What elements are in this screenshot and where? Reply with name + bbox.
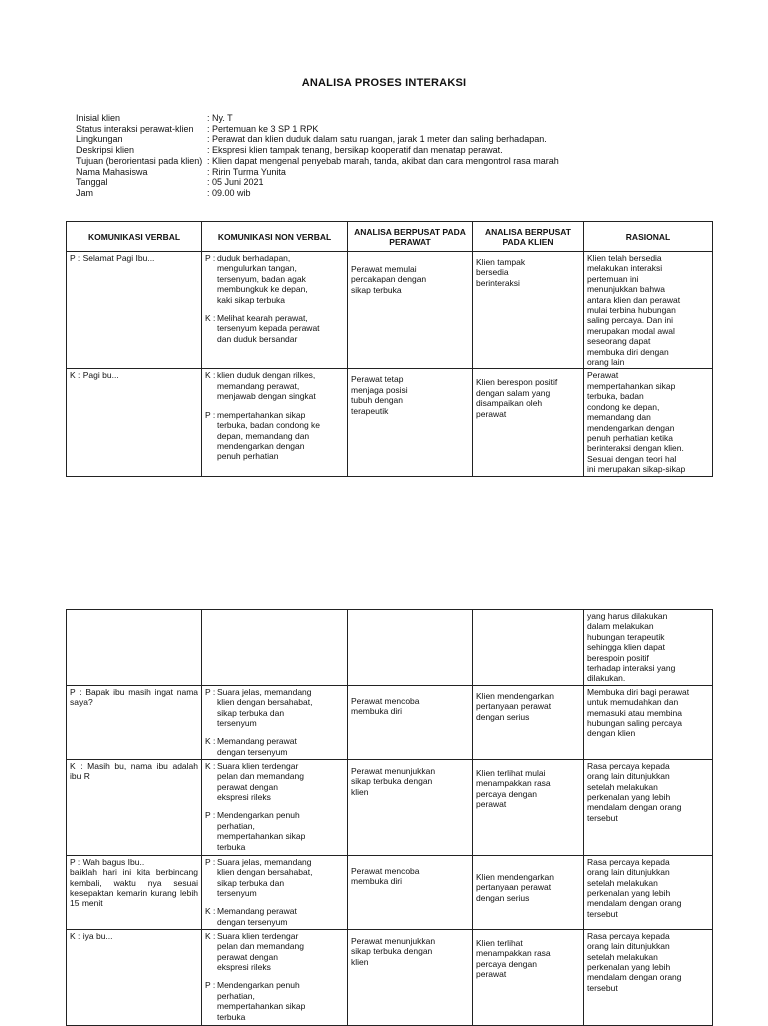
cell-rasional: Klien telah bersedia melakukan interaksi pertemuan ini menunjukkan bahwa antara klien dan perawat mulai terbina hubungan saling percaya. Dan ini merupakan modal awal seseorang dapat membuka diri dengan orang lain bbox=[584, 252, 713, 369]
info-row bbox=[76, 188, 559, 199]
cell-nonverbal bbox=[202, 369, 348, 476]
cell-analisa-perawat bbox=[348, 610, 473, 686]
cell-rasional: yang harus dilakukan dalam melakukan hubungan terapeutik sehingga klien dapat berespoin positif terhadap interaksi yang dilakukan. bbox=[584, 610, 713, 686]
info-row bbox=[76, 134, 559, 145]
table-header-row bbox=[67, 222, 713, 252]
speaker-label: P : bbox=[205, 980, 216, 991]
cell-rasional: Rasa percaya kepada orang lain ditunjukkan setelah melakukan perkenalan yang lebih mendalam dengan orang tersebut bbox=[584, 759, 713, 855]
speaker-label: P : bbox=[205, 686, 216, 697]
cell-nonverbal bbox=[202, 929, 348, 1025]
cell-verbal: K : Pagi bu... bbox=[67, 369, 202, 476]
table-row bbox=[67, 369, 713, 476]
nonverbal-text: Memandang perawat dengan tersenyum bbox=[217, 906, 297, 927]
info-value: : 05 Juni 2021 bbox=[207, 177, 264, 188]
speaker-label: K : bbox=[205, 906, 216, 917]
info-label: Status interaksi perawat-klien bbox=[76, 123, 194, 134]
cell-analisa-klien: Klien berespon positif dengan salam yang disampaikan oleh perawat bbox=[473, 369, 584, 476]
info-row bbox=[76, 156, 559, 167]
nonverbal-text: mempertahankan sikap terbuka, badan condong ke depan, memandang dan mendengarkan dengan penuh perhatian bbox=[217, 409, 321, 462]
document-title: ANALISA PROSES INTERAKSI bbox=[301, 77, 467, 89]
nonverbal-text: Suara jelas, memandang klien dengan bersahabat, sikap terbuka dan tersenyum bbox=[217, 686, 313, 729]
speaker-label: P : bbox=[205, 253, 216, 263]
cell-verbal: P : Bapak ibu masih ingat nama saya? bbox=[67, 685, 202, 759]
table-row bbox=[67, 252, 713, 369]
nonverbal-text: Suara klien terdengar pelan dan memandang perawat dengan ekspresi rileks bbox=[217, 930, 304, 973]
cell-analisa-perawat: Perawat mencoba membuka diri bbox=[348, 685, 473, 759]
nonverbal-text: Mendengarkan penuh perhatian, mempertahankan sikap terbuka bbox=[217, 810, 306, 852]
info-label: Nama Mahasiswa bbox=[76, 166, 148, 177]
cell-verbal: P : Selamat Pagi Ibu... bbox=[67, 252, 202, 369]
cell-analisa-klien: Klien terlihat menampakkan rasa percaya dengan perawat bbox=[473, 929, 584, 1025]
info-label: Tujuan (berorientasi pada klien) bbox=[76, 155, 203, 166]
header-rasional: RASIONAL bbox=[584, 222, 713, 252]
speaker-label: P : bbox=[205, 409, 216, 420]
info-label: Tanggal bbox=[76, 177, 108, 188]
header-nonverbal: KOMUNIKASI NON VERBAL bbox=[202, 222, 348, 252]
speaker-label: K : bbox=[205, 760, 216, 771]
cell-nonverbal bbox=[202, 855, 348, 929]
cell-verbal: K : iya bu... bbox=[67, 929, 202, 1025]
info-label: Inisial klien bbox=[76, 113, 121, 123]
info-value: : Pertemuan ke 3 SP 1 RPK bbox=[207, 123, 319, 134]
cell-nonverbal bbox=[202, 610, 348, 686]
info-label: Deskripsi klien bbox=[76, 145, 135, 156]
cell-nonverbal bbox=[202, 252, 348, 369]
cell-rasional: Rasa percaya kepada orang lain ditunjukkan setelah melakukan perkenalan yang lebih mendalam dengan orang tersebut bbox=[584, 855, 713, 929]
info-value: : Perawat dan klien duduk dalam satu ruangan, jarak 1 meter dan saling berhadapan. bbox=[207, 134, 547, 145]
info-value: : Ekspresi klien tampak tenang, bersikap kooperatif dan menatap perawat. bbox=[207, 145, 503, 156]
info-value: : Ririn Turma Yunita bbox=[207, 166, 286, 177]
info-row bbox=[76, 177, 559, 188]
speaker-label: P : bbox=[205, 856, 216, 867]
info-value: : Ny. T bbox=[207, 113, 233, 123]
nonverbal-text: Mendengarkan penuh perhatian, mempertahankan sikap terbuka bbox=[217, 980, 306, 1022]
speaker-label: K : bbox=[205, 736, 216, 747]
info-row bbox=[76, 124, 559, 135]
nonverbal-text: Melihat kearah perawat, tersenyum kepada perawat dan duduk bersandar bbox=[217, 313, 320, 344]
speaker-label: K : bbox=[205, 370, 216, 381]
cell-verbal: P : Wah bagus Ibu.. baiklah hari ini kita berbincang kembali, waktu nya sesuai kesepaktan kemarin kurang lebih 15 menit bbox=[67, 855, 202, 929]
info-row bbox=[76, 145, 559, 156]
header-analisa-klien: ANALISA BERPUSAT PADA KLIEN bbox=[473, 222, 584, 252]
nonverbal-text: Suara jelas, memandang klien dengan bersahabat, sikap terbuka dan tersenyum bbox=[217, 856, 313, 899]
header-verbal: KOMUNIKASI VERBAL bbox=[67, 222, 202, 252]
nonverbal-text: klien duduk dengan rilkes, memandang perawat, menjawab dengan singkat bbox=[217, 370, 316, 402]
speaker-label: K : bbox=[205, 930, 216, 941]
table-row bbox=[67, 855, 713, 929]
info-row bbox=[76, 113, 559, 124]
cell-analisa-klien: Klien mendengarkan pertanyaan perawat dengan serius bbox=[473, 685, 584, 759]
cell-verbal: K : Masih bu, nama ibu adalah ibu R bbox=[67, 759, 202, 855]
table-row bbox=[67, 929, 713, 1025]
info-value: : 09.00 wib bbox=[207, 187, 251, 198]
speaker-label: K : bbox=[205, 313, 216, 324]
cell-analisa-perawat: Perawat menunjukkan sikap terbuka dengan klien bbox=[348, 929, 473, 1025]
table-row bbox=[67, 759, 713, 855]
nonverbal-text: Memandang perawat dengan tersenyum bbox=[217, 736, 297, 757]
table-row bbox=[67, 685, 713, 759]
cell-rasional: Rasa percaya kepada orang lain ditunjukkan setelah melakukan perkenalan yang lebih mendalam dengan orang tersebut bbox=[584, 929, 713, 1025]
interaction-table-2 bbox=[66, 609, 713, 1026]
speaker-label: P : bbox=[205, 810, 216, 821]
cell-analisa-klien: Klien terlihat mulai menampakkan rasa percaya dengan perawat bbox=[473, 759, 584, 855]
nonverbal-text: duduk berhadapan, mengulurkan tangan, tersenyum, badan agak membungkuk ke depan, kaki sikap terbuka bbox=[217, 253, 308, 305]
table-row bbox=[67, 610, 713, 686]
cell-rasional: Membuka diri bagi perawat untuk memudahkan dan memasuki atau membina hubungan saling percaya dengan klien bbox=[584, 685, 713, 759]
cell-nonverbal bbox=[202, 685, 348, 759]
info-label: Jam bbox=[76, 187, 94, 198]
cell-verbal bbox=[67, 610, 202, 686]
info-value: : Klien dapat mengenal penyebab marah, tanda, akibat dan cara mengontrol rasa marah bbox=[207, 155, 559, 166]
nonverbal-text: Suara klien terdengar pelan dan memandang perawat dengan ekspresi rileks bbox=[217, 760, 304, 803]
cell-rasional: Perawat mempertahankan sikap terbuka, badan condong ke depan, memandang dan mendengarkan dengan penuh perhatian ketika berinteraksi dengan klien. Sesuai dengan teori hal ini merupakan sikap-sikap bbox=[584, 369, 713, 476]
cell-analisa-klien: Klien tampak bersedia berinteraksi bbox=[473, 252, 584, 369]
info-block bbox=[76, 113, 559, 199]
cell-analisa-klien bbox=[473, 610, 584, 686]
cell-analisa-perawat: Perawat memulai percakapan dengan sikap terbuka bbox=[348, 252, 473, 369]
cell-analisa-perawat: Perawat mencoba membuka diri bbox=[348, 855, 473, 929]
cell-analisa-perawat: Perawat tetap menjaga posisi tubuh dengan terapeutik bbox=[348, 369, 473, 476]
cell-nonverbal bbox=[202, 759, 348, 855]
header-analisa-perawat: ANALISA BERPUSAT PADA PERAWAT bbox=[348, 222, 473, 252]
info-row bbox=[76, 167, 559, 178]
cell-analisa-klien: Klien mendengarkan pertanyaan perawat dengan serius bbox=[473, 855, 584, 929]
info-label: Lingkungan bbox=[76, 134, 123, 145]
cell-analisa-perawat: Perawat menunjukkan sikap terbuka dengan klien bbox=[348, 759, 473, 855]
interaction-table-1 bbox=[66, 221, 713, 477]
